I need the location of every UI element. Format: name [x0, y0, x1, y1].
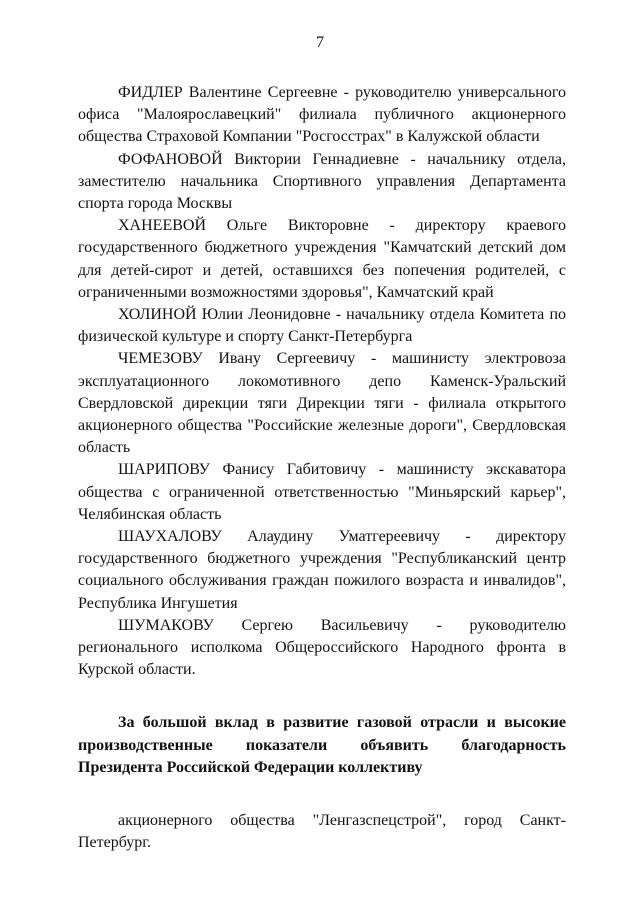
- awardee-entry-shaukhalov: ШАУХАЛОВУ Алаудину Уматгереевичу - директору государственного бюджетного учреждения "Республиканский центр социального обслуживания граждан пожилого возраста и инвалидов", Республика Ингушетия: [78, 528, 566, 612]
- organization-entry: акционерного общества "Ленгазспецстрой", город Санкт-Петербург.: [78, 812, 566, 852]
- awardee-entry-fidler: ФИДЛЕР Валентине Сергеевне - руководителю универсального офиса "Малоярославецкий" филиала публичного акционерного общества Страховой Компании "Росгосстрах" в Калужской области: [78, 84, 566, 146]
- awardee-entry-fofanova: ФОФАНОВОЙ Виктории Геннадиевне - начальнику отдела, заместителю начальника Спортивного управления Департамента спорта города Москвы: [78, 150, 566, 213]
- page-number: 7: [316, 34, 324, 51]
- awardee-entry-kholina: ХОЛИНОЙ Юлии Леонидовне - начальнику отдела Комитета по физической культуре и спорту Санкт-Петербурга: [78, 306, 566, 346]
- section-heading: За большой вклад в развитие газовой отрасли и высокие производственные показатели объявить благодарность Президента Российской Федерации коллективу: [78, 714, 566, 776]
- document-body: [78, 82, 566, 855]
- awardee-entry-khaneeva: ХАНЕЕВОЙ Ольге Викторовне - директору краевого государственного бюджетного учреждения "Камчатский детский дом для детей-сирот и детей, оставшихся без попечения родителей, с ограниченными возможностями здоровья", Камчатский край: [78, 217, 566, 301]
- awardee-entry-sharipov: ШАРИПОВУ Фанису Габитовичу - машинисту экскаватора общества с ограниченной ответственностью "Миньярский карьер", Челябинская область: [78, 461, 566, 523]
- awardee-entry-chemezov: ЧЕМЕЗОВУ Ивану Сергеевичу - машинисту электровоза эксплуатационного локомотивного депо Каменск-Уральский Свердловской дирекции тяги Дирекции тяги - филиала открытого акционерного общества "Российские железные дороги", Свердловская область: [78, 350, 566, 457]
- awardee-entry-shumakov: ШУМАКОВУ Сергею Васильевичу - руководителю регионального исполкома Общероссийского Народного фронта в Курской области.: [78, 616, 566, 679]
